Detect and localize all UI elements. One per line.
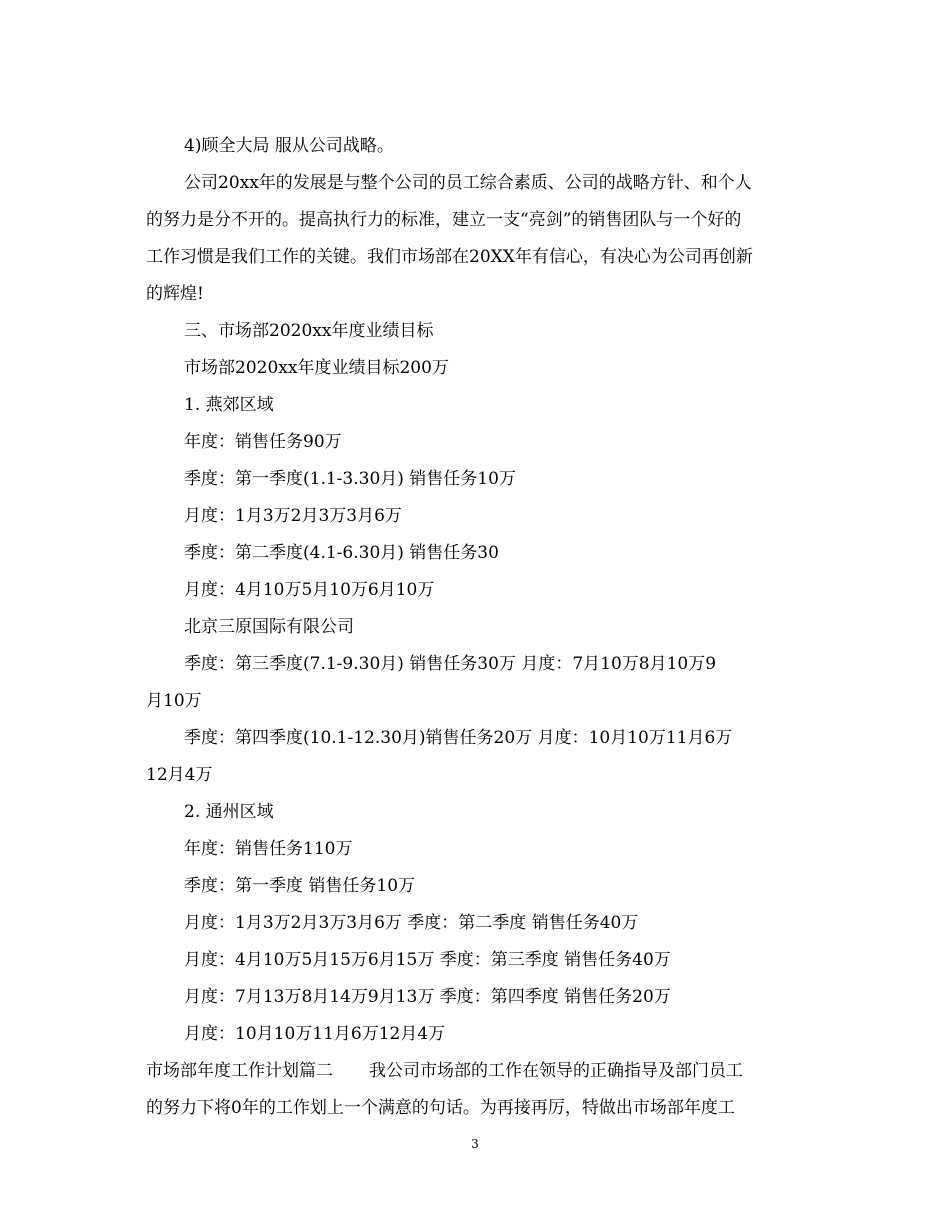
paragraph-line: 的努力下将0年的工作划上一个满意的句话。为再接再厉，特做出市场部年度工 — [146, 1098, 735, 1118]
paragraph-line: 公司20xx年的发展是与整个公司的员工综合素质、公司的战略方针、和个人 — [184, 173, 752, 193]
list-item: 月度：4月10万5月10万6月10万 — [184, 580, 435, 600]
list-item: 4)顾全大局 服从公司战略。 — [184, 136, 394, 156]
section-heading: 三、市场部2020xx年度业绩目标 — [184, 321, 434, 341]
list-item: 月度：7月13万8月14万9月13万 季度：第四季度 销售任务20万 — [184, 987, 671, 1007]
subsection-heading: 2. 通州区域 — [184, 802, 274, 822]
paragraph-line: 市场部2020xx年度业绩目标200万 — [184, 358, 449, 378]
list-item: 月度：1月3万2月3万3月6万 — [184, 506, 402, 526]
section-heading: 市场部年度工作计划篇二 — [146, 1061, 333, 1081]
list-item-continuation: 12月4万 — [146, 765, 213, 785]
document-body — [146, 128, 810, 1127]
subsection-heading: 1. 燕郊区域 — [184, 395, 274, 415]
company-name: 北京三原国际有限公司 — [184, 617, 354, 637]
list-item: 季度：第一季度(1.1-3.30月) 销售任务10万 — [184, 469, 516, 489]
list-item: 年度：销售任务90万 — [184, 432, 342, 452]
list-item: 月度：1月3万2月3万3月6万 季度：第二季度 销售任务40万 — [184, 913, 639, 933]
list-item: 季度：第三季度(7.1-9.30月) 销售任务30万 月度：7月10万8月10万9 — [184, 654, 717, 674]
list-item: 季度：第一季度 销售任务10万 — [184, 876, 416, 896]
section-title-line — [146, 1053, 810, 1090]
list-item: 年度：销售任务110万 — [184, 839, 353, 859]
list-item: 月度：4月10万5月15万6月15万 季度：第三季度 销售任务40万 — [184, 950, 671, 970]
list-item: 季度：第二季度(4.1-6.30月) 销售任务30 — [184, 543, 499, 563]
list-item: 季度：第四季度(10.1-12.30月)销售任务20万 月度：10月10万11月6万 — [184, 728, 733, 748]
list-item-continuation: 月10万 — [146, 691, 202, 711]
page-number: 3 — [471, 1137, 479, 1151]
paragraph-line: 的辉煌! — [146, 284, 204, 304]
paragraph-text: 我公司市场部的工作在领导的正确指导及部门员工 — [369, 1061, 743, 1081]
paragraph-line: 工作习惯是我们工作的关键。我们市场部在20XX年有信心，有决心为公司再创新 — [146, 247, 753, 267]
paragraph-line: 的努力是分不开的。提高执行力的标准，建立一支“亮剑”的销售团队与一个好的 — [146, 210, 742, 230]
list-item: 月度：10月10万11月6万12月4万 — [184, 1024, 446, 1044]
